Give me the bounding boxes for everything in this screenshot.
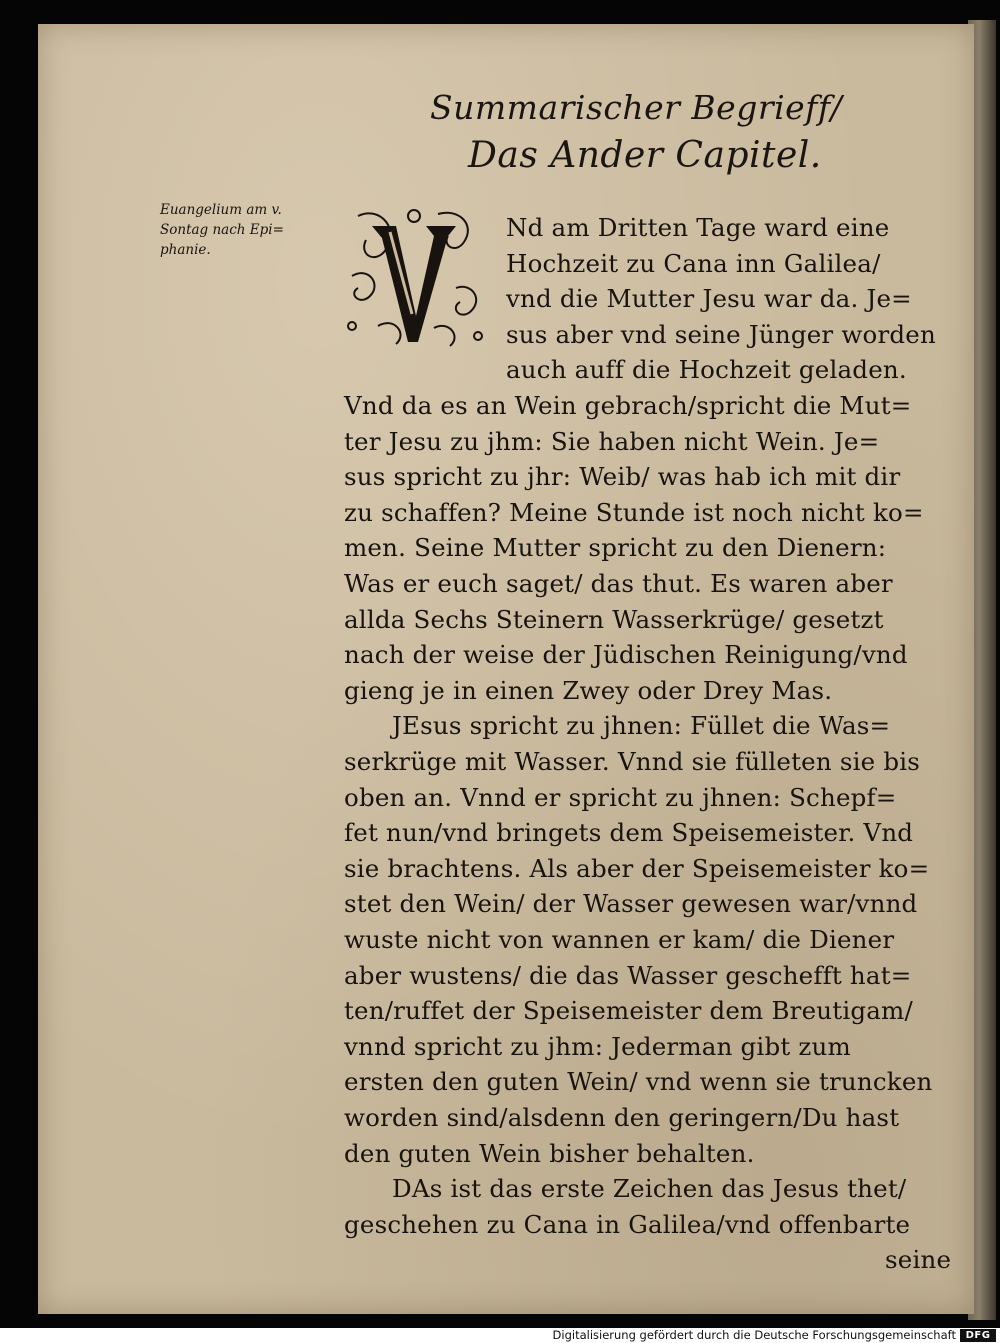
decorated-initial-v: [338, 196, 490, 354]
body-text-line: auch auff die Hochzeit geladen.: [506, 355, 907, 385]
body-text-line: wuste nicht von wannen er kam/ die Diener: [344, 925, 895, 954]
body-text-line: nach der weise der Jüdischen Reinigung/vnd: [344, 640, 908, 670]
body-text-line: Nd am Dritten Tage ward eine: [506, 213, 890, 242]
margin-note-line: Sontag nach Epi=: [160, 222, 284, 238]
body-text-line: gieng je in einen Zwey oder Drey Mas.: [344, 675, 833, 705]
margin-note: [160, 200, 360, 260]
body-text-line: geschehen zu Cana in Galilea/vnd offenbarte: [344, 1209, 911, 1239]
footer-credit: Digitalisierung gefördert durch die Deutsche Forschungsgemeinschaft: [552, 1328, 956, 1342]
margin-note-line: phanie.: [160, 242, 211, 258]
body-text-line: men. Seine Mutter spricht zu den Dienern:: [344, 533, 887, 563]
body-text-line: zu schaffen? Meine Stunde ist noch nicht ko=: [344, 497, 924, 527]
body-text-line: Was er euch saget/ das thut. Es waren aber: [344, 569, 893, 598]
body-text-line: ter Jesu zu jhm: Sie haben nicht Wein. Je=: [344, 426, 880, 456]
body-text-line: vnd die Mutter Jesu war da. Je=: [506, 284, 912, 314]
body-text-line: sie brachtens. Als aber der Speisemeister ko=: [344, 853, 930, 883]
body-text-line: stet den Wein/ der Wasser gewesen war/vnnd: [344, 889, 918, 919]
body-text-line: JEsus spricht zu jhnen: Füllet die Was=: [392, 711, 891, 741]
body-text-line: allda Sechs Steinern Wasserkrüge/ gesetzt: [344, 604, 884, 634]
decorated-initial: [338, 196, 490, 354]
body-text-line: aber wustens/ die das Wasser geschefft hat=: [344, 960, 912, 990]
body-text-line: fet nun/vnd bringets dem Speisemeister. Vnd: [344, 818, 914, 848]
body-text-line: sus spricht zu jhr: Weib/ was hab ich mit dir: [344, 462, 901, 492]
body-text-line: Vnd da es an Wein gebrach/spricht die Mut=: [344, 391, 912, 420]
body-text-line: oben an. Vnnd er spricht zu jhnen: Schepf=: [344, 782, 897, 812]
body-text-line: Hochzeit zu Cana inn Galilea/: [506, 248, 881, 278]
chapter-summary-heading: Summarischer Begrieff/: [430, 88, 843, 127]
dfg-logo: DFG: [960, 1329, 996, 1342]
body-text-line: sus aber vnd seine Jünger worden: [506, 319, 936, 349]
body-text-line: vnnd spricht zu jhm: Jederman gibt zum: [344, 1031, 851, 1061]
chapter-title: Das Ander Capitel.: [468, 135, 822, 176]
body-text-line: DAs ist das erste Zeichen das Jesus thet/: [392, 1174, 907, 1204]
body-text-line: worden sind/alsdenn den geringern/Du hast: [344, 1103, 900, 1132]
margin-note-line: Euangelium am v.: [160, 202, 282, 218]
body-text-line: den guten Wein bisher behalten.: [344, 1138, 755, 1168]
body-text-line: seine: [885, 1245, 952, 1275]
body-text-line: ten/ruffet der Speisemeister dem Breutigam/: [344, 996, 913, 1026]
body-text-line: ersten den guten Wein/ vnd wenn sie truncken: [344, 1067, 933, 1097]
body-text-line: serkrüge mit Wasser. Vnnd sie fülleten sie bis: [344, 747, 921, 776]
